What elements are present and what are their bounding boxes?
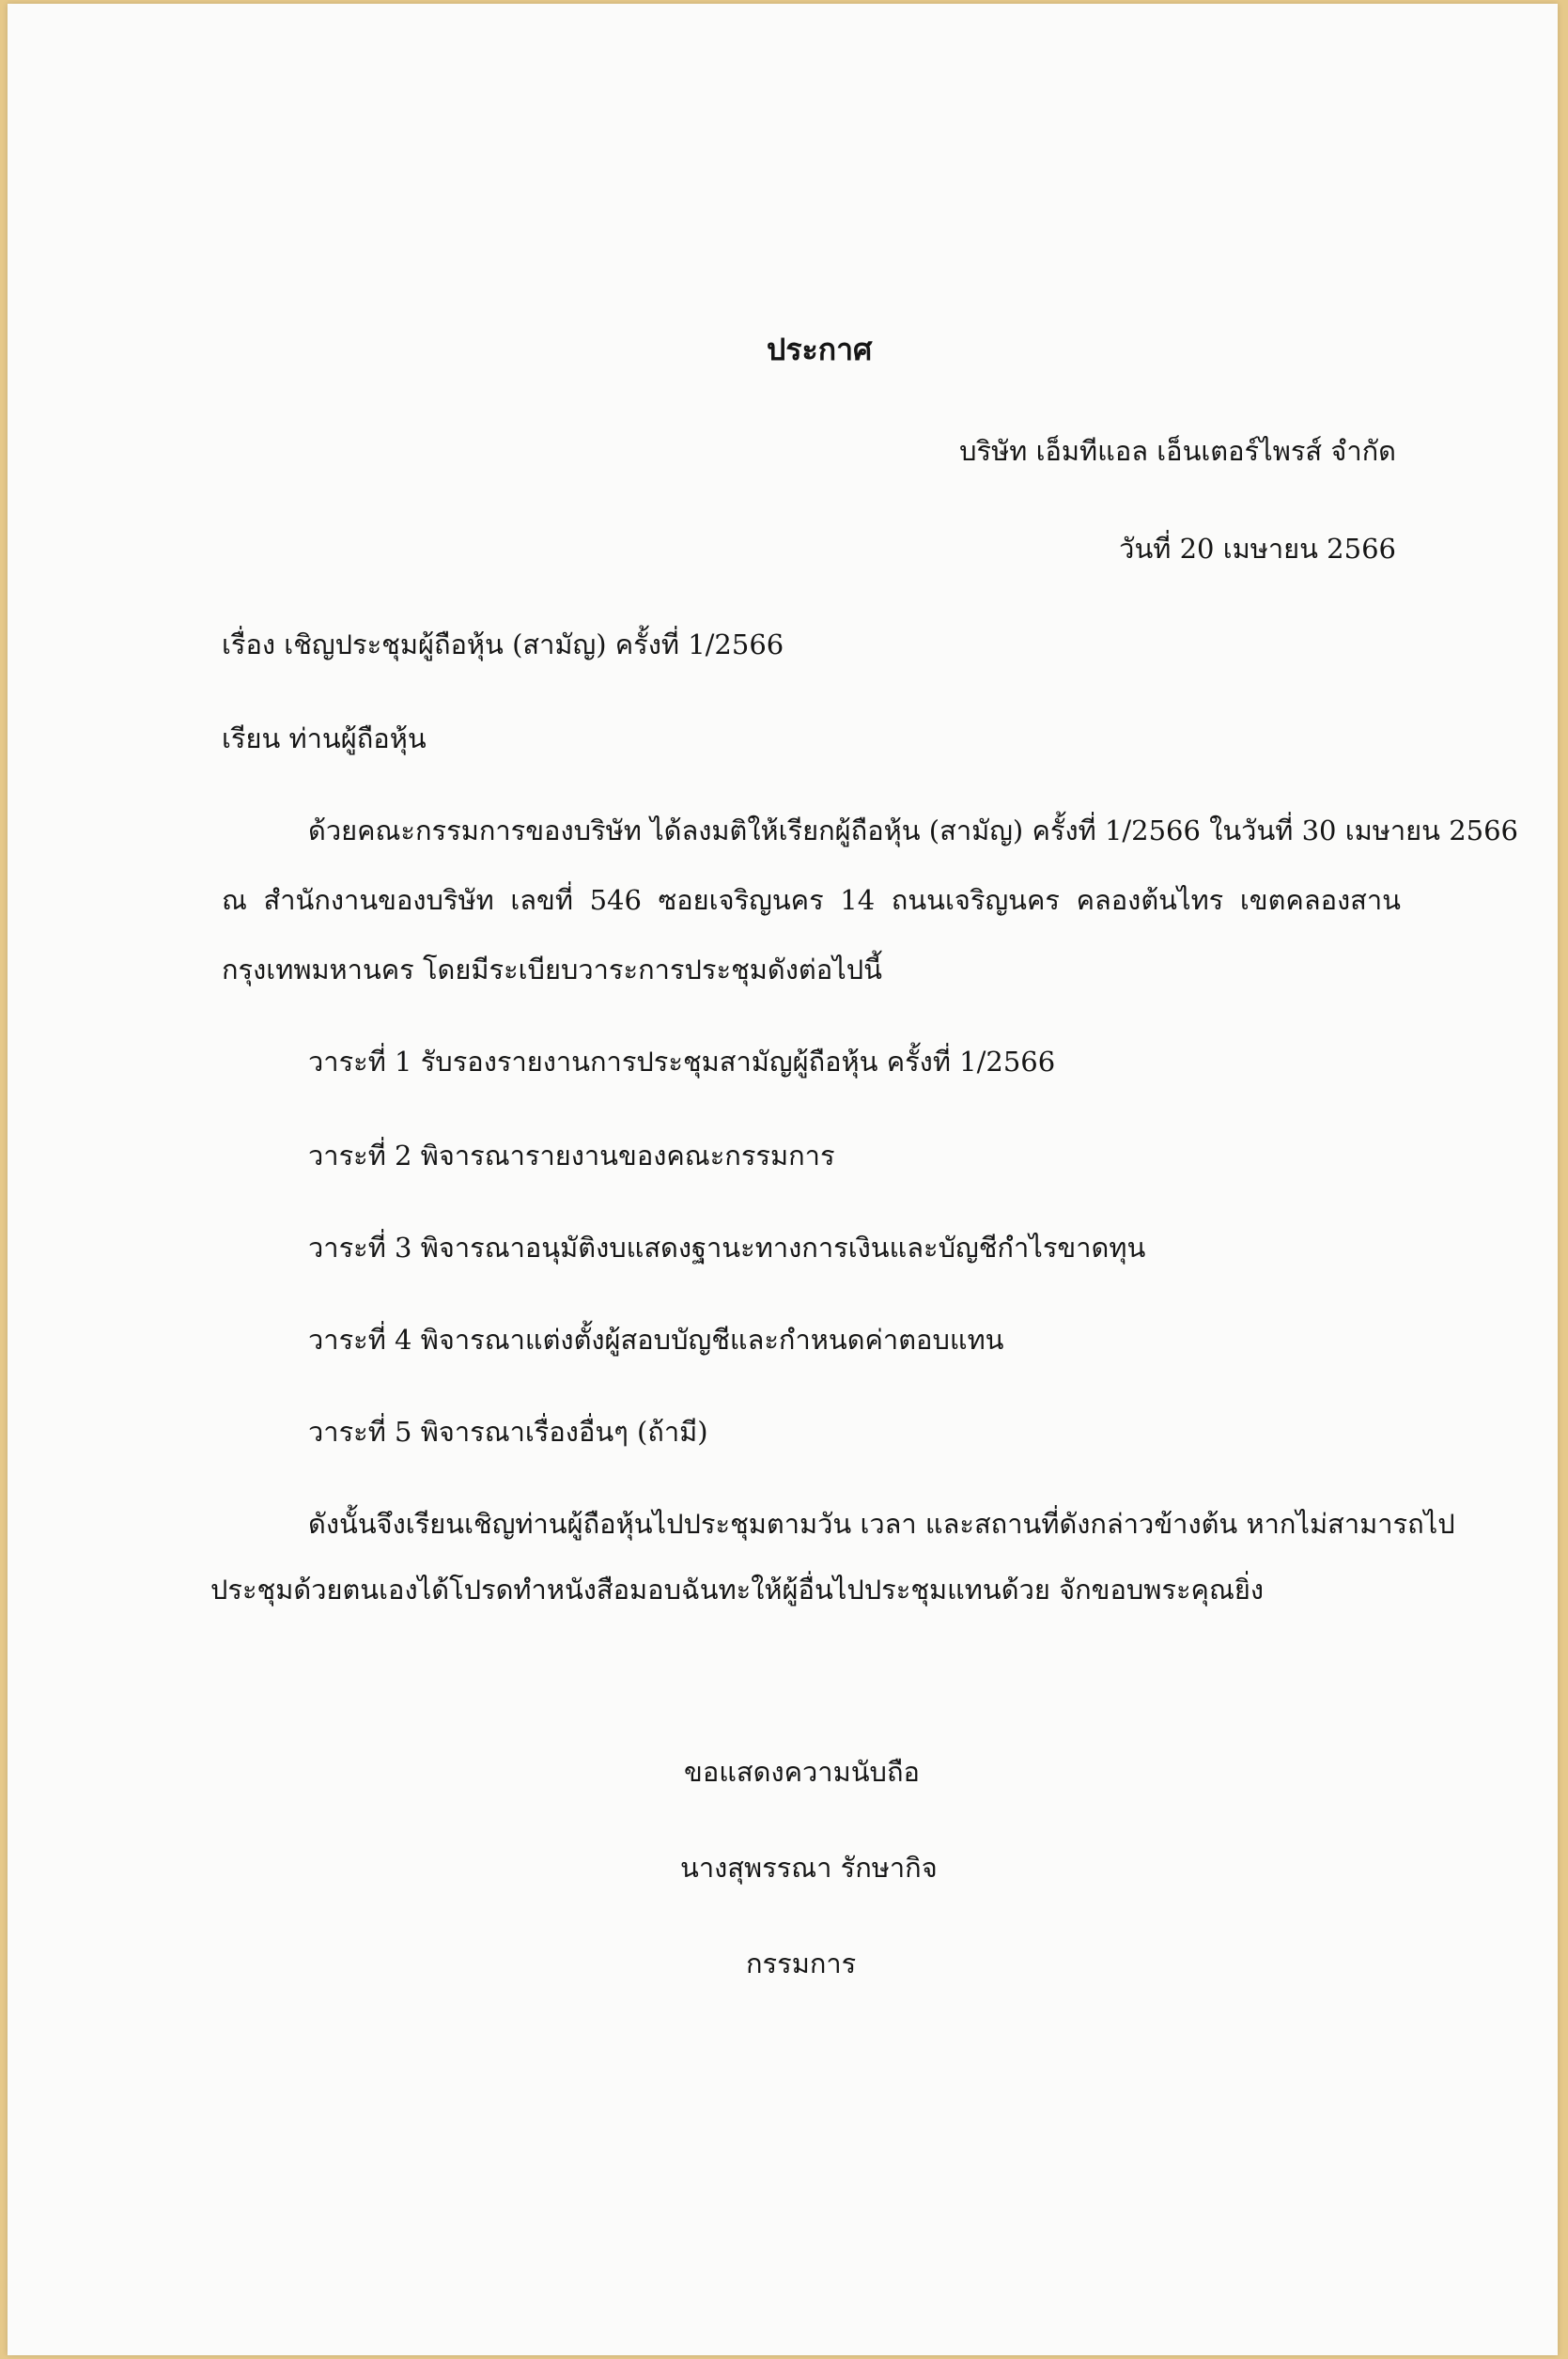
regards: ขอแสดงความนับถือ <box>684 1756 920 1788</box>
agenda-item-5: วาระที่ 5 พิจารณาเรื่องอื่นๆ (ถ้ามี) <box>308 1416 708 1448</box>
intro-line-2: ณ สำนักงานของบริษัท เลขที่ 546 ซอยเจริญนคร 14 ถนนเจริญนคร คลองต้นไทร เขตคลองสาน <box>222 884 1401 916</box>
agenda-item-1: วาระที่ 1 รับรองรายงานการประชุมสามัญผู้ถือหุ้น ครั้งที่ 1/2566 <box>308 1046 1056 1078</box>
agenda-item-3: วาระที่ 3 พิจารณาอนุมัติงบแสดงฐานะทางการเงินและบัญชีกำไรขาดทุน <box>308 1232 1146 1264</box>
salutation: เรียน ท่านผู้ถือหุ้น <box>222 722 427 754</box>
closing-line-2: ประชุมด้วยตนเองได้โปรดทำหนังสือมอบฉันทะให้ผู้อื่นไปประชุมแทนด้วย จักขอบพระคุณยิ่ง <box>210 1574 1265 1606</box>
agenda-item-4: วาระที่ 4 พิจารณาแต่งตั้งผู้สอบบัญชีและกำหนดค่าตอบแทน <box>308 1324 1004 1356</box>
agenda-item-2: วาระที่ 2 พิจารณารายงานของคณะกรรมการ <box>308 1140 835 1172</box>
document-date: วันที่ 20 เมษายน 2566 <box>1119 533 1396 565</box>
document-page <box>8 4 1558 2355</box>
subject-line: เรื่อง เชิญประชุมผู้ถือหุ้น (สามัญ) ครั้งที่ 1/2566 <box>222 629 784 660</box>
company-name: บริษัท เอ็มทีแอล เอ็นเตอร์ไพรส์ จำกัด <box>959 435 1396 467</box>
intro-line-3: กรุงเทพมหานคร โดยมีระเบียบวาระการประชุมดังต่อไปนี้ <box>222 954 882 986</box>
signer-name: นางสุพรรณา รักษากิจ <box>680 1852 938 1884</box>
document-title: ประกาศ <box>767 332 873 367</box>
signer-position: กรรมการ <box>746 1948 857 1979</box>
closing-line-1: ดังนั้นจึงเรียนเชิญท่านผู้ถือหุ้นไปประชุมตามวัน เวลา และสถานที่ดังกล่าวข้างต้น หากไม่สามารถไป <box>308 1508 1455 1540</box>
intro-line-1: ด้วยคณะกรรมการของบริษัท ได้ลงมติให้เรียกผู้ถือหุ้น (สามัญ) ครั้งที่ 1/2566 ในวันที่ 30 เมษายน 2566 <box>308 815 1518 846</box>
